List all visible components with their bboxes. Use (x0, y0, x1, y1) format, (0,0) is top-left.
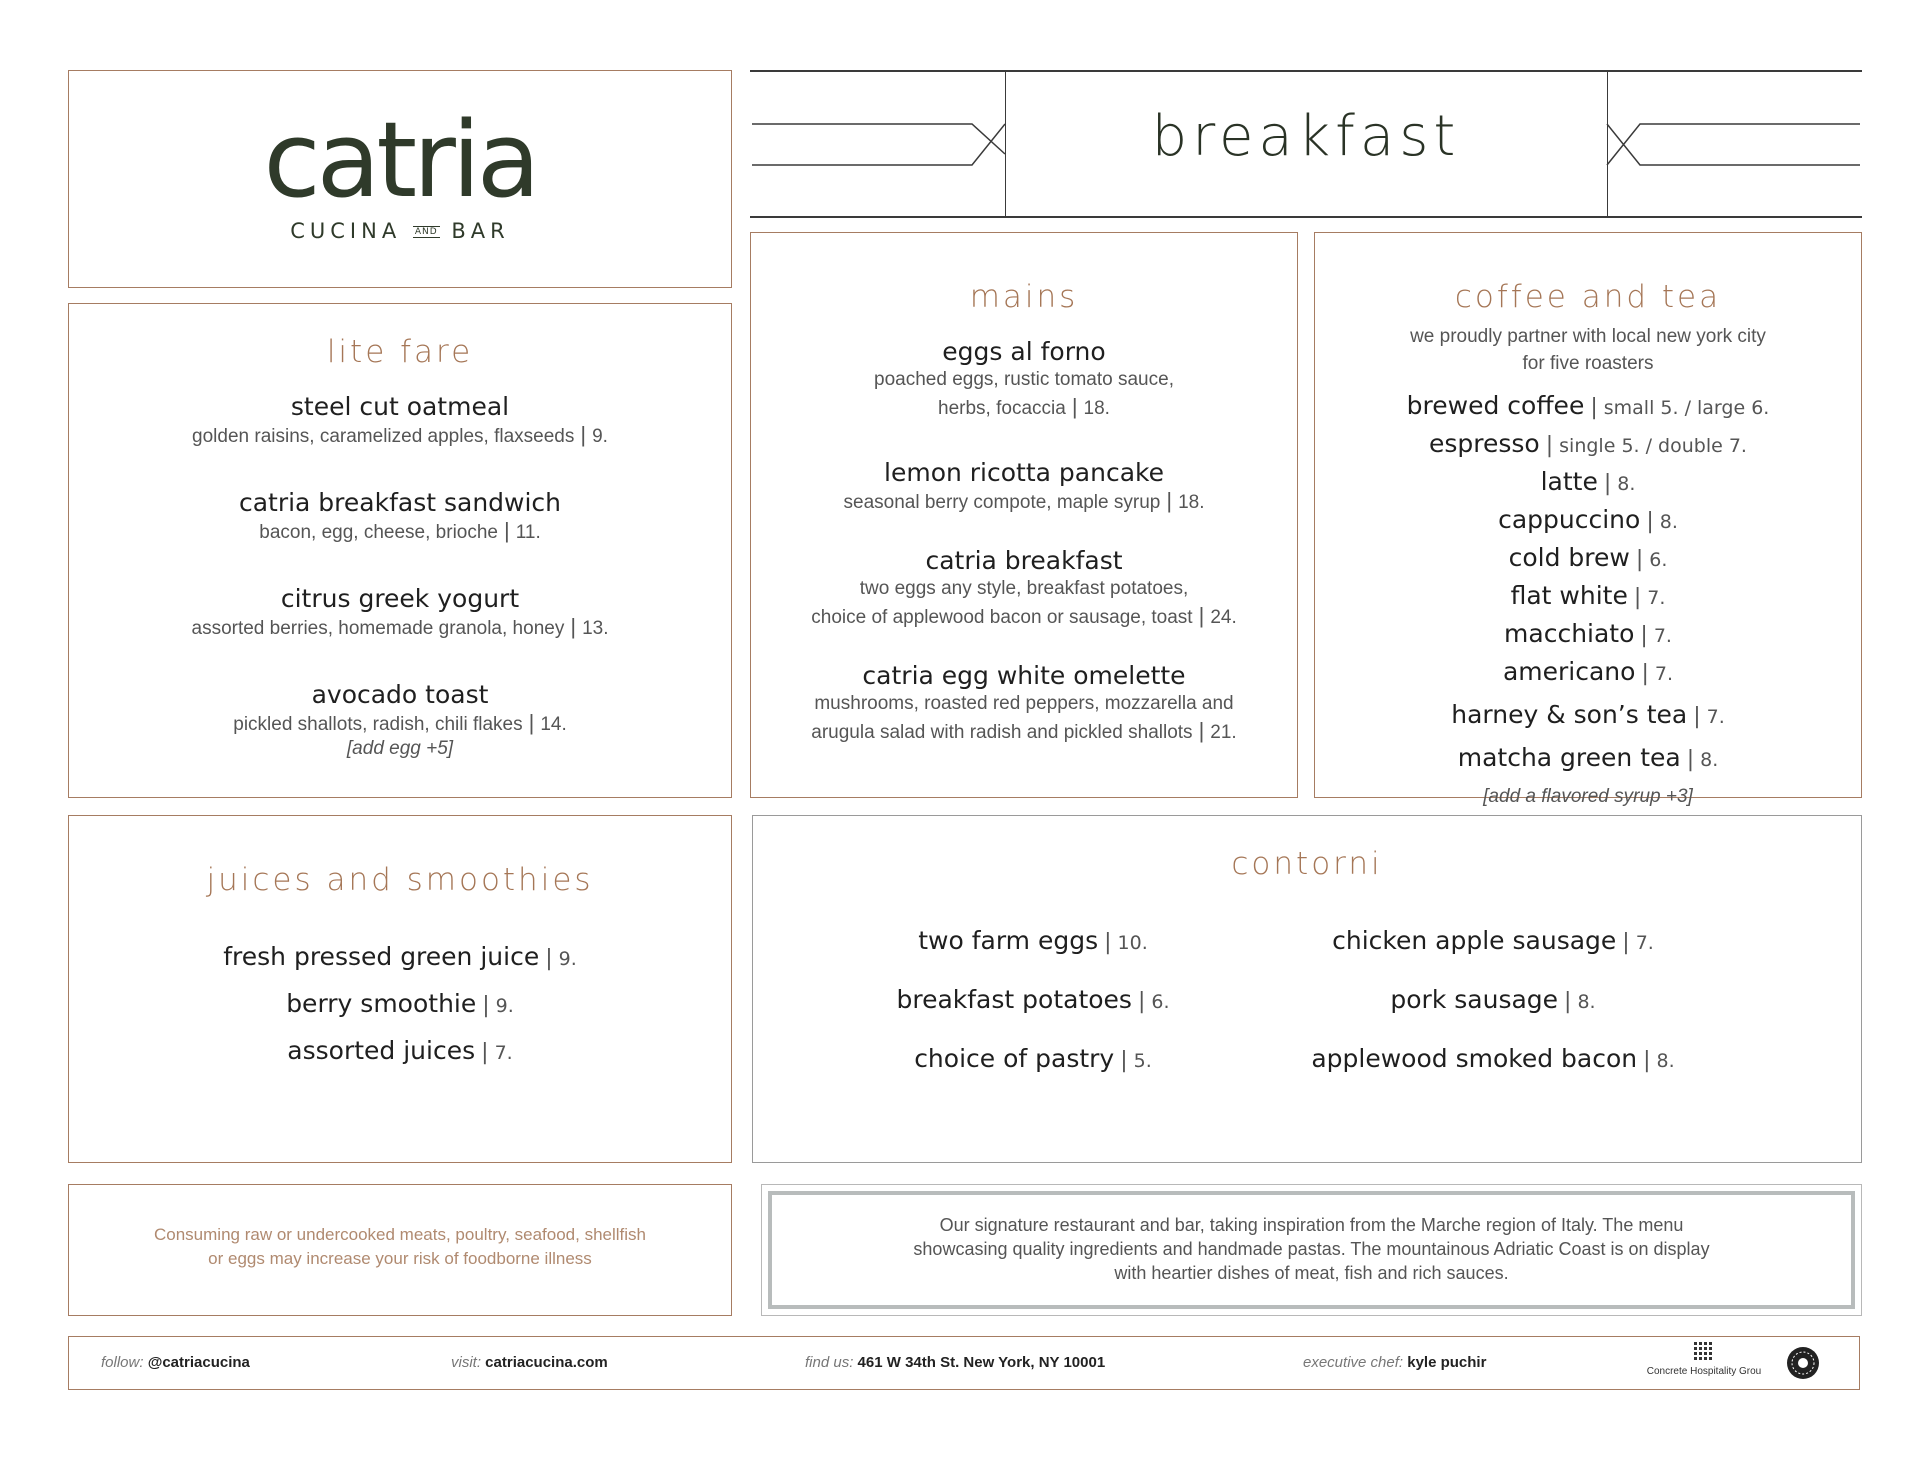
menu-item (751, 337, 1297, 422)
coffee-item: espresso | single 5. / double 7. (1429, 429, 1747, 458)
juice-item: assorted juices | 7. (287, 1036, 513, 1065)
item-price: 9. (592, 426, 608, 447)
group-logo (1629, 1341, 1779, 1377)
item-name: steel cut oatmeal (290, 392, 510, 421)
footer-address (805, 1354, 1105, 1371)
warning-line: or eggs may increase your risk of foodborne illness (208, 1249, 592, 1268)
footer-chef (1303, 1354, 1486, 1371)
juices-section (68, 815, 732, 1163)
item-desc: assorted berries, homemade granola, honey | 13. (191, 614, 609, 639)
item-desc-line: poached eggs, rustic tomato sauce, (874, 369, 1174, 390)
item-desc: golden raisins, caramelized apples, flaxseeds | 9. (192, 422, 608, 447)
footer-find-label: find us: (805, 1354, 854, 1371)
footer-chef-label: executive chef: (1303, 1354, 1404, 1371)
header-banner (750, 70, 1862, 218)
footer-bar (68, 1336, 1860, 1390)
item-note: [add egg +5] (346, 738, 454, 759)
coffee-title: coffee and tea (1454, 279, 1722, 315)
seal-logo-icon (1785, 1345, 1821, 1381)
contorni-item: breakfast potatoes | 6. (896, 985, 1170, 1014)
lite-fare-section (68, 303, 732, 798)
coffee-item: flat white | 7. (1510, 581, 1666, 610)
menu-item (751, 661, 1297, 746)
about-line: showcasing quality ingredients and handmade pastas. The mountainous Adriatic Coast is on display (913, 1239, 1710, 1259)
instagram-link[interactable]: @catriacucina (147, 1354, 250, 1371)
contorni-item: applewood smoked bacon | 8. (1311, 1044, 1675, 1073)
item-name: catria breakfast (925, 546, 1123, 575)
about-line: with heartier dishes of meat, fish and rich sauces. (1114, 1263, 1509, 1283)
coffee-item: macchiato | 7. (1504, 619, 1672, 648)
juice-item: berry smoothie | 9. (286, 989, 514, 1018)
logo-panel (68, 70, 732, 288)
item-name: citrus greek yogurt (280, 584, 520, 613)
contorni-title: contorni (1231, 846, 1383, 882)
address-text: 461 W 34th St. New York, NY 10001 (857, 1354, 1106, 1371)
group-name: Concrete Hospitality Grou (1646, 1366, 1762, 1377)
coffee-item: matcha green tea | 8. (1457, 743, 1719, 772)
footer-visit (451, 1354, 608, 1371)
item-name: catria breakfast sandwich (238, 488, 562, 517)
menu-item (69, 392, 731, 450)
food-warning (68, 1184, 732, 1316)
about-line: Our signature restaurant and bar, taking inspiration from the Marche region of Italy. The menu (939, 1215, 1684, 1235)
item-desc-line: seasonal berry compote, maple syrup | 18. (843, 488, 1205, 513)
coffee-item: cold brew | 6. (1508, 543, 1668, 572)
item-name: catria egg white omelette (862, 661, 1186, 690)
coffee-note: [add a flavored syrup +3] (1483, 786, 1693, 807)
grid-logo-icon (1693, 1341, 1715, 1363)
footer-follow-label: follow: (101, 1354, 144, 1371)
item-price: 11. (515, 522, 541, 543)
item-name: lemon ricotta pancake (884, 458, 1164, 487)
logo-sub-bar: BAR (451, 219, 510, 243)
item-desc-line: herbs, focaccia | 18. (938, 394, 1110, 419)
item-price: 21. (1210, 722, 1237, 743)
juices-title: juices and smoothies (206, 862, 594, 898)
item-price: 14. (540, 714, 567, 735)
menu-item (751, 546, 1297, 631)
lite-fare-title: lite fare (326, 334, 474, 370)
contorni-left-column (823, 926, 1243, 1103)
logo-subtitle (69, 219, 731, 243)
coffee-item: brewed coffee | small 5. / large 6. (1406, 391, 1770, 420)
footer-visit-label: visit: (451, 1354, 481, 1371)
item-price: 18. (1083, 398, 1110, 419)
menu-item (69, 584, 731, 642)
juice-item: fresh pressed green juice | 9. (223, 942, 577, 971)
coffee-item: cappuccino | 8. (1498, 505, 1678, 534)
item-desc-line: choice of applewood bacon or sausage, toast | 24. (811, 603, 1237, 628)
page-title: breakfast (1151, 104, 1461, 169)
menu-item (751, 458, 1297, 516)
contorni-item: chicken apple sausage | 7. (1332, 926, 1654, 955)
coffee-intro-line: for five roasters (1522, 353, 1654, 374)
item-price: 18. (1178, 492, 1205, 513)
about-inner-frame (768, 1191, 1855, 1309)
about-panel (761, 1184, 1862, 1316)
item-desc-line: two eggs any style, breakfast potatoes, (859, 578, 1189, 599)
item-name: eggs al forno (942, 337, 1106, 366)
coffee-intro-line: we proudly partner with local new york city (1410, 326, 1766, 347)
coffee-item: americano | 7. (1502, 657, 1674, 686)
item-name: avocado toast (311, 680, 489, 709)
logo-sub-cucina: CUCINA (290, 219, 402, 243)
item-desc-line: arugula salad with radish and pickled shallots | 21. (811, 718, 1237, 743)
logo-wordmark: catria (263, 99, 537, 221)
chef-name: kyle puchir (1407, 1354, 1487, 1371)
logo-sub-and: AND (414, 227, 438, 237)
item-desc: pickled shallots, radish, chili flakes | 14. (233, 710, 567, 735)
contorni-item: choice of pastry | 5. (914, 1044, 1152, 1073)
footer-follow (101, 1354, 250, 1371)
contorni-right-column (1283, 926, 1703, 1103)
contorni-item: pork sausage | 8. (1390, 985, 1596, 1014)
contorni-section (752, 815, 1862, 1163)
item-price: 24. (1210, 607, 1237, 628)
coffee-item: harney & son’s tea | 7. (1451, 700, 1725, 729)
item-price: 13. (582, 618, 609, 639)
mains-title: mains (969, 279, 1079, 315)
website-link[interactable]: catriacucina.com (485, 1354, 608, 1371)
mains-section (750, 232, 1298, 798)
contorni-item: two farm eggs | 10. (918, 926, 1148, 955)
item-desc: bacon, egg, cheese, brioche | 11. (259, 518, 541, 543)
warning-line: Consuming raw or undercooked meats, poultry, seafood, shellfish (154, 1225, 646, 1244)
menu-item (69, 680, 731, 760)
menu-item (69, 488, 731, 546)
item-desc-line: mushrooms, roasted red peppers, mozzarella and (814, 693, 1234, 714)
coffee-item: latte | 8. (1540, 467, 1636, 496)
coffee-tea-section (1314, 232, 1862, 807)
